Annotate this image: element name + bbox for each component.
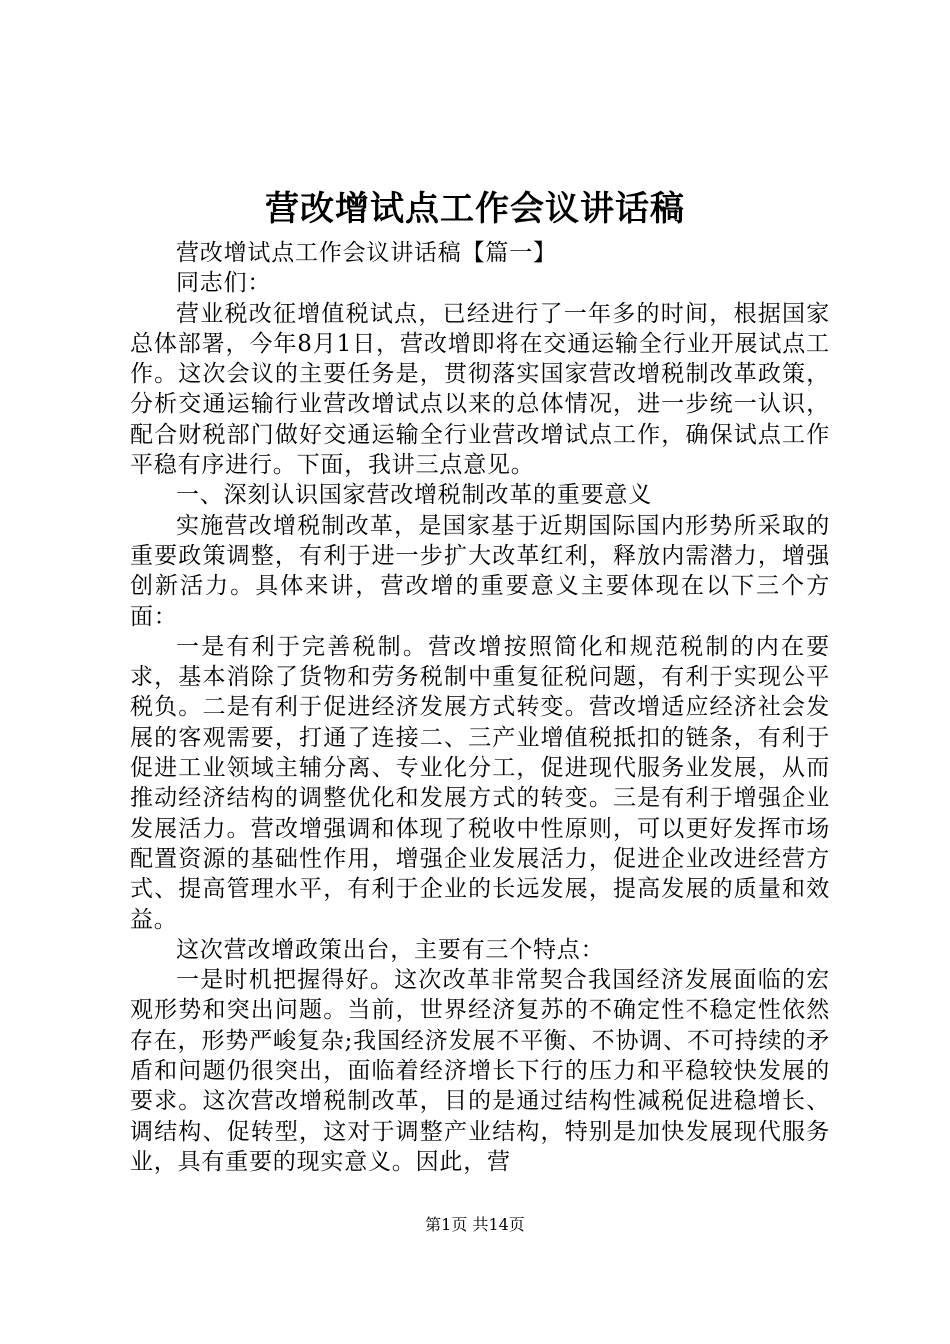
body-paragraph: 营业税改征增值税试点，已经进行了一年多的时间，根据国家总体部署，今年8月1日，营改增即将在交通运输全行业开展试点工作。这次会议的主要任务是，贯彻落实国家营改增税制改革政策，分析交通运输行业营改增试点以来的总体情况，进一步统一认识，配合财税部门做好交通运输全行业营改增试点工作，确保试点工作平稳有序进行。下面，我讲三点意见。 (130, 300, 830, 479)
page-footer: 第1页 共14页 (425, 1215, 525, 1234)
body-paragraph: 一是有利于完善税制。营改增按照简化和规范税制的内在要求，基本消除了货物和劳务税制中重复征税问题，有利于实现公平税负。二是有利于促进经济发展方式转变。营改增适应经济社会发展的客观需要，打通了连接二、三产业增值税抵扣的链条，有利于促进工业领域主辅分离、专业化分工，促进现代服务业发展，从而推动经济结构的调整优化和发展方式的转变。三是有利于增强企业发展活力。营改增强调和体现了税收中性原则，可以更好发挥市场配置资源的基础性作用，增强企业发展活力，促进企业改进经营方式、提高管理水平，有利于企业的长远发展，提高发展的质量和效益。 (130, 633, 830, 933)
document-body (130, 238, 830, 1177)
body-paragraph: 这次营改增政策出台，主要有三个特点： (176, 936, 605, 963)
body-paragraph: 一是时机把握得好。这次改革非常契合我国经济发展面临的宏观形势和突出问题。当前，世界经济复苏的不确定性不稳定性依然存在，形势严峻复杂;我国经济发展不平衡、不协调、不可持续的矛盾和问题仍很突出，面临着经济增长下行的压力和平稳较快发展的要求。这次营改增税制改革，目的是通过结构性减税促进稳增长、调结构、促转型，这对于调整产业结构，特别是加快发展现代服务业，具有重要的现实意义。因此，营 (130, 967, 830, 1175)
document-title: 营改增试点工作会议讲话稿 (265, 189, 685, 229)
section-heading: 一、深刻认识国家营改增税制改革的重要意义 (176, 482, 652, 509)
body-paragraph: 实施营改增税制改革，是国家基于近期国际国内形势所采取的重要政策调整，有利于进一步扩大改革红利，释放内需潜力，增强创新活力。具体来讲，营改增的重要意义主要体现在以下三个方面： (130, 512, 830, 630)
salutation: 同志们： (176, 270, 272, 297)
section-heading: 营改增试点工作会议讲话稿【篇一】 (176, 240, 557, 266)
